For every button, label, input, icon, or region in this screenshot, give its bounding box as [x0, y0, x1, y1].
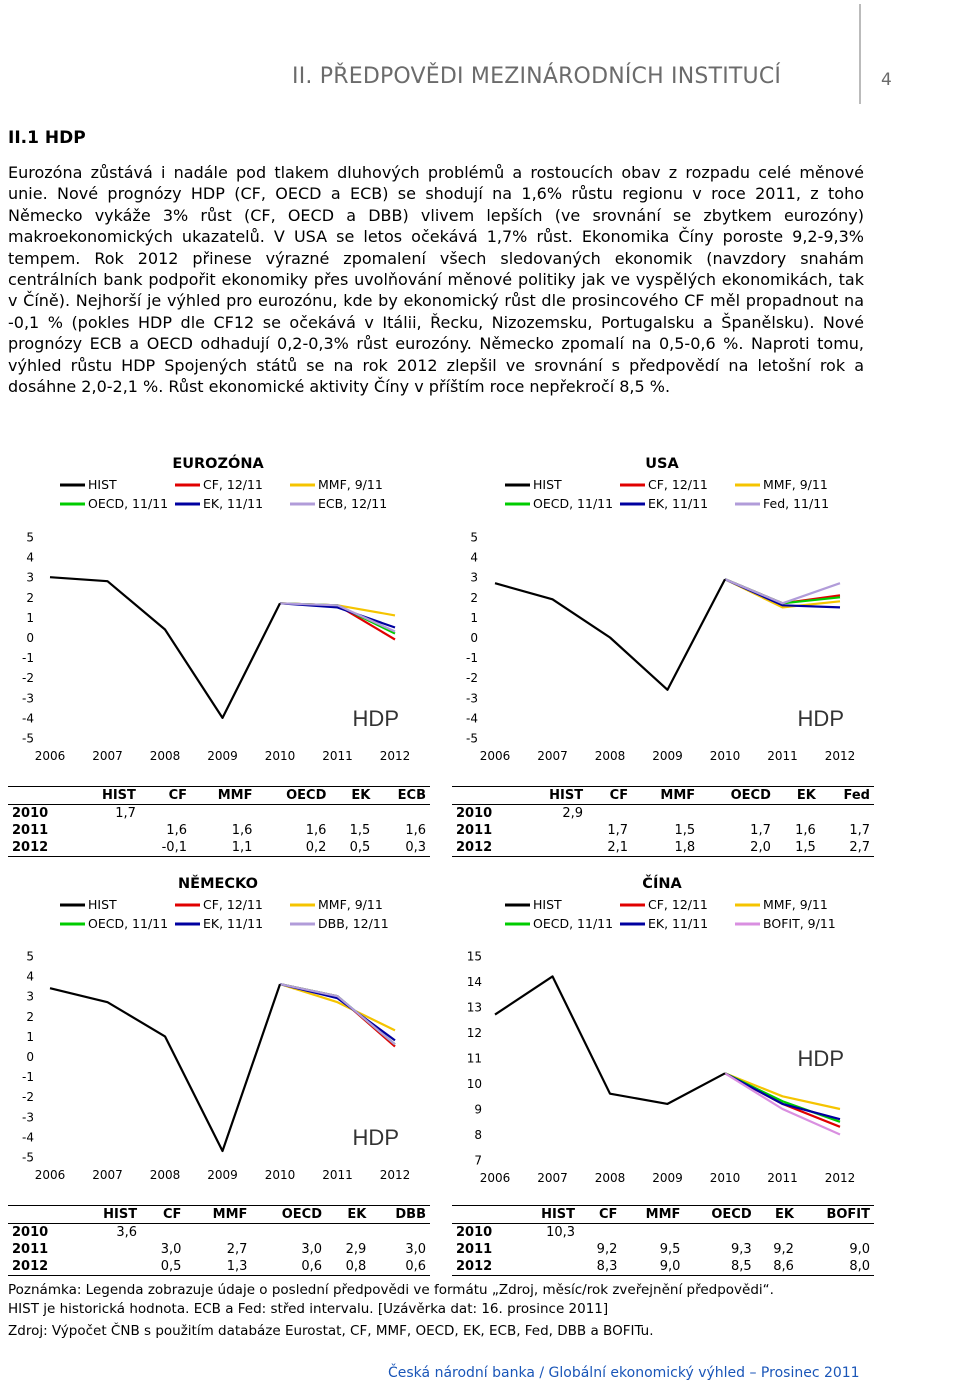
column-header: HIST — [76, 1206, 141, 1224]
series-line — [495, 579, 725, 690]
table-header-row — [8, 787, 430, 805]
y-tick-label: -4 — [466, 711, 478, 726]
y-tick-label: 14 — [466, 975, 482, 989]
table-header-row — [452, 1206, 874, 1224]
legend-label: EK, 11/11 — [648, 916, 709, 931]
table-cell: 0,3 — [374, 839, 430, 857]
column-header: EK — [330, 787, 374, 805]
table-cell — [326, 1224, 370, 1242]
series-line — [280, 984, 395, 1046]
x-tick-label: 2006 — [34, 1168, 66, 1182]
column-header: HIST — [76, 787, 140, 805]
chart-title: ČÍNA — [642, 876, 682, 892]
table-cell: 0,6 — [251, 1258, 326, 1276]
table-eurozone — [8, 786, 430, 857]
legend-label: DBB, 12/11 — [318, 916, 389, 931]
table-cell: 9,0 — [621, 1258, 684, 1276]
column-header: CF — [140, 787, 191, 805]
table-cell — [191, 805, 256, 823]
column-header: HIST — [517, 1206, 579, 1224]
legend-label: OECD, 11/11 — [533, 916, 614, 931]
x-tick-label: 2007 — [92, 749, 123, 763]
row-label: 2012 — [8, 839, 76, 857]
y-tick-label: 3 — [470, 570, 478, 585]
column-header: MMF — [185, 1206, 251, 1224]
table-cell: 3,6 — [116, 1225, 138, 1240]
y-tick-label: 2 — [26, 590, 34, 605]
table-cell: 3,0 — [301, 1242, 322, 1257]
y-tick-label: 4 — [26, 969, 34, 984]
table-row — [8, 1241, 430, 1258]
series-line — [280, 984, 395, 1044]
legend-label: OECD, 11/11 — [533, 496, 614, 511]
table-cell: 8,3 — [579, 1258, 621, 1276]
legend-label: HIST — [88, 897, 117, 912]
table-cell — [76, 1258, 141, 1276]
y-tick-label: -1 — [22, 651, 34, 666]
row-label: 2011 — [456, 823, 493, 838]
table-row — [452, 839, 874, 857]
table-cell: 2,7 — [820, 839, 874, 857]
series-line — [725, 579, 840, 603]
legend-label: CF, 12/11 — [203, 477, 263, 492]
table-cell — [798, 1224, 874, 1242]
y-tick-label: -4 — [22, 1130, 34, 1145]
table-cell: 1,1 — [191, 839, 256, 857]
table-cell: 2,1 — [587, 839, 632, 857]
table-header-row — [452, 787, 874, 805]
series-line — [50, 984, 280, 1151]
y-tick-label: 7 — [474, 1153, 482, 1168]
note-line-1: Poznámka: Legenda zobrazuje údaje o poslední předpovědi ve formátu „Zdroj, měsíc/rok zveřejnění předpovědi“. — [8, 1282, 774, 1298]
table-cell — [330, 805, 374, 823]
table-cell — [632, 805, 699, 823]
column-header: OECD — [684, 1206, 755, 1224]
row-label: 2012 — [8, 1258, 76, 1276]
page-footer: Česká národní banka / Globální ekonomický výhled – Prosinec 2011 — [388, 1365, 860, 1381]
column-header: MMF — [632, 787, 699, 805]
table-cell — [185, 1224, 251, 1242]
x-tick-label: 2011 — [322, 1168, 353, 1182]
x-tick-label: 2007 — [537, 749, 568, 763]
legend-label: OECD, 11/11 — [88, 916, 169, 931]
row-label: 2012 — [452, 839, 521, 857]
legend-label: HIST — [88, 477, 117, 492]
table-row — [8, 1224, 430, 1242]
column-header: MMF — [621, 1206, 684, 1224]
legend-label: BOFIT, 9/11 — [763, 916, 836, 931]
y-tick-label: 0 — [26, 631, 34, 645]
legend-label: CF, 12/11 — [648, 477, 708, 492]
table-header-row — [8, 1206, 430, 1224]
table-cell — [140, 805, 191, 823]
table-china — [452, 1205, 874, 1276]
column-header: ECB — [374, 787, 430, 805]
table-cell: 1,6 — [166, 823, 187, 838]
column-header: CF — [579, 1206, 621, 1224]
column-header: MMF — [191, 787, 256, 805]
row-label: 2011 — [12, 1242, 49, 1257]
x-tick-label: 2009 — [207, 749, 238, 763]
y-tick-label: 5 — [470, 530, 478, 545]
x-tick-label: 2009 — [652, 749, 683, 763]
table-cell: 1,6 — [795, 823, 816, 838]
x-tick-label: 2011 — [767, 749, 798, 763]
y-tick-label: 4 — [470, 550, 478, 565]
section-title: II.1 HDP — [8, 128, 86, 148]
column-header: OECD — [699, 787, 775, 805]
column-header — [452, 1206, 517, 1224]
x-tick-label: 2010 — [264, 1168, 296, 1182]
table-cell: 3,0 — [405, 1242, 426, 1257]
series-line — [495, 976, 725, 1104]
table-cell — [374, 805, 430, 823]
legend-label: EK, 11/11 — [648, 496, 709, 511]
legend-label: MMF, 9/11 — [763, 897, 828, 912]
x-tick-label: 2006 — [34, 749, 66, 763]
table-cell: 10,3 — [546, 1225, 576, 1240]
column-header: Fed — [820, 787, 874, 805]
y-tick-label: -2 — [22, 1090, 34, 1105]
y-tick-label: -3 — [22, 691, 34, 706]
x-tick-label: 2012 — [824, 1171, 856, 1185]
column-header: CF — [587, 787, 632, 805]
table-row — [8, 822, 430, 839]
y-tick-label: -3 — [466, 691, 478, 706]
table-row — [452, 805, 874, 823]
x-tick-label: 2010 — [709, 1171, 741, 1185]
table-cell — [76, 839, 140, 857]
table-row — [8, 805, 430, 823]
table-cell: 9,2 — [596, 1242, 618, 1257]
table-cell: 2,9 — [345, 1242, 367, 1257]
table-cell: -0,1 — [140, 839, 191, 857]
legend-label: ECB, 12/11 — [318, 496, 388, 511]
table-row — [452, 1241, 874, 1258]
x-tick-label: 2011 — [322, 749, 353, 763]
y-tick-label: 5 — [26, 530, 34, 545]
y-tick-label: 4 — [26, 550, 34, 565]
y-tick-label: -4 — [22, 711, 34, 726]
table-row — [452, 1224, 874, 1242]
y-tick-label: -5 — [22, 731, 34, 746]
legend-label: EK, 11/11 — [203, 916, 264, 931]
y-tick-label: -3 — [22, 1110, 34, 1125]
table-cell — [517, 1258, 579, 1276]
table-row — [8, 1258, 430, 1276]
table-cell — [579, 1224, 621, 1242]
table-usa — [452, 786, 874, 857]
table-cell — [684, 1224, 755, 1242]
row-label: 2012 — [452, 1258, 517, 1276]
column-header: EK — [326, 1206, 370, 1224]
x-tick-label: 2012 — [379, 749, 411, 763]
legend-label: OECD, 11/11 — [88, 496, 169, 511]
table-cell — [141, 1224, 185, 1242]
column-header: OECD — [251, 1206, 326, 1224]
y-tick-label: 2 — [26, 1009, 34, 1024]
y-tick-label: 3 — [26, 570, 34, 585]
table-cell: 1,6 — [231, 823, 253, 838]
y-tick-label: -1 — [22, 1070, 34, 1085]
legend-label: HIST — [533, 897, 562, 912]
table-cell: 9,2 — [773, 1242, 794, 1257]
x-tick-label: 2008 — [149, 749, 181, 763]
table-cell — [587, 805, 632, 823]
table-row — [452, 822, 874, 839]
y-tick-label: -2 — [22, 671, 34, 686]
table-cell — [76, 1241, 141, 1258]
table-cell — [521, 822, 587, 839]
table-cell — [521, 839, 587, 857]
table-cell: 1,7 — [115, 806, 136, 821]
table-cell — [820, 805, 874, 823]
legend-label: Fed, 11/11 — [763, 496, 830, 511]
y-tick-label: 5 — [26, 949, 34, 964]
y-tick-label: -5 — [22, 1150, 34, 1165]
y-tick-label: 15 — [466, 949, 482, 964]
column-header: EK — [756, 1206, 798, 1224]
chart-title: EUROZÓNA — [172, 456, 264, 472]
table-cell: 1,5 — [775, 839, 820, 857]
x-tick-label: 2012 — [824, 749, 856, 763]
x-tick-label: 2006 — [479, 1171, 511, 1185]
row-label: 2010 — [12, 1225, 49, 1240]
chart-title: USA — [645, 456, 679, 472]
page-number: 4 — [881, 70, 892, 90]
y-tick-label: 3 — [26, 989, 34, 1004]
table-cell: 1,5 — [349, 823, 371, 838]
legend-label: HIST — [533, 477, 562, 492]
table-row — [8, 839, 430, 857]
column-header — [452, 787, 521, 805]
x-tick-label: 2011 — [767, 1171, 798, 1185]
chapter-title: II. PŘEDPOVĚDI MEZINÁRODNÍCH INSTITUCÍ — [292, 64, 782, 89]
x-tick-label: 2010 — [264, 749, 296, 763]
table-cell — [256, 805, 330, 823]
series-line — [50, 577, 280, 718]
row-label: 2010 — [456, 1225, 493, 1240]
table-cell: 2,9 — [562, 806, 584, 821]
legend-label: EK, 11/11 — [203, 496, 264, 511]
table-cell — [517, 1241, 579, 1258]
body-paragraph: Eurozóna zůstává i nadále pod tlakem dluhových problémů a rostoucích obav z rozpadu celé měnové unie. Nové prognózy HDP (CF, OECD a ECB) se shodují na 1,6% růstu regionu v roce 2011, z toho Německo vykáže 3% růst (CF, OECD a DBB) vlivem lepších (ve srovnání se zbytkem eurozóny) makroekonomických ukazatelů. V USA se letos očekává 1,7% růst. Ekonomika Číny poroste 9,2-9,3% tempem. Rok 2012 přinese výrazné zpomalení všech sledovaných ekonomik (navzdory snahám centrálních bank podpořit ekonomiky přes uvolňování měnové politiky jak ve vyspělých ekonomikách, tak v Číně). Nejhorší je výhled pro eurozónu, kde by ekonomický růst dle prosincového CF měl propadnout na -0,1 % (pokles HDP dle CF12 se očekává v Itálii, Řecku, Nizozemsku, Portugalsku a Španělsku). Nové prognózy ECB a OECD odhadují 0,2-0,3% růst eurozóny. Německo zpomalí na 0,5-0,6 %. Naproti tomu, výhled růstu HDP Spojených států se na rok 2012 zlepšil ve srovnání s předpovědí na letošní rok a dosáhne 2,0-2,1 %. Růst ekonomické aktivity Číny v příštím roce nepřekročí 8,5 %. — [8, 163, 864, 397]
column-header: DBB — [370, 1206, 430, 1224]
row-label: 2011 — [12, 823, 49, 838]
y-tick-label: 0 — [26, 1050, 34, 1064]
x-tick-label: 2012 — [379, 1168, 411, 1182]
table-cell: 1,3 — [185, 1258, 251, 1276]
table-cell: 1,7 — [607, 823, 629, 838]
table-cell: 9,0 — [849, 1242, 870, 1257]
table-cell: 0,8 — [326, 1258, 370, 1276]
legend-label: MMF, 9/11 — [318, 477, 383, 492]
chart-annotation: HDP — [352, 705, 399, 731]
note-line-2: HIST je historická hodnota. ECB a Fed: střed intervalu. [Uzávěrka dat: 16. prosince 2011] — [8, 1301, 609, 1317]
table-germany — [8, 1205, 430, 1276]
column-header: CF — [141, 1206, 185, 1224]
x-tick-label: 2009 — [207, 1168, 238, 1182]
column-header: BOFIT — [798, 1206, 874, 1224]
legend-label: MMF, 9/11 — [318, 897, 383, 912]
legend-label: CF, 12/11 — [648, 897, 708, 912]
table-cell: 1,6 — [305, 823, 327, 838]
table-cell: 9,3 — [730, 1242, 752, 1257]
y-tick-label: 1 — [470, 610, 478, 625]
series-line — [280, 984, 395, 1044]
y-tick-label: 1 — [26, 1029, 34, 1044]
table-cell — [699, 805, 775, 823]
table-cell: 0,6 — [370, 1258, 430, 1276]
chart-title: NĚMECKO — [178, 876, 258, 892]
table-cell: 9,5 — [659, 1242, 681, 1257]
table-cell — [775, 805, 820, 823]
table-cell: 2,0 — [699, 839, 775, 857]
y-tick-label: 1 — [26, 610, 34, 625]
column-header: HIST — [521, 787, 587, 805]
chart-annotation: HDP — [797, 1046, 844, 1071]
y-tick-label: 0 — [470, 631, 478, 645]
column-header — [8, 787, 76, 805]
chart-annotation: HDP — [352, 1124, 399, 1150]
column-header — [8, 1206, 76, 1224]
x-tick-label: 2007 — [92, 1168, 123, 1182]
table-cell: 1,8 — [632, 839, 699, 857]
y-tick-label: 2 — [470, 590, 478, 605]
x-tick-label: 2006 — [479, 749, 511, 763]
table-cell: 1,6 — [405, 823, 426, 838]
y-tick-label: -2 — [466, 671, 478, 686]
y-tick-label: 11 — [466, 1051, 482, 1066]
y-tick-label: -5 — [466, 731, 478, 746]
table-cell: 0,2 — [256, 839, 330, 857]
x-tick-label: 2008 — [594, 749, 626, 763]
table-cell — [756, 1224, 798, 1242]
x-tick-label: 2008 — [149, 1168, 181, 1182]
legend-label: MMF, 9/11 — [763, 477, 828, 492]
series-line — [280, 984, 395, 1030]
table-cell: 1,7 — [849, 823, 870, 838]
legend-label: CF, 12/11 — [203, 897, 263, 912]
y-tick-label: 8 — [474, 1128, 482, 1142]
source-line: Zdroj: Výpočet ČNB s použitím databáze Eurostat, CF, MMF, OECD, EK, ECB, Fed, DBB a BOFITu. — [8, 1323, 654, 1339]
y-tick-label: 10 — [466, 1077, 482, 1091]
table-cell: 8,6 — [756, 1258, 798, 1276]
row-label: 2011 — [456, 1242, 493, 1257]
table-cell: 8,0 — [798, 1258, 874, 1276]
x-tick-label: 2007 — [537, 1171, 568, 1185]
column-header: OECD — [256, 787, 330, 805]
table-cell: 3,0 — [160, 1242, 182, 1257]
table-cell — [621, 1224, 684, 1242]
row-label: 2010 — [12, 806, 49, 821]
y-tick-label: -1 — [466, 651, 478, 666]
column-header: EK — [775, 787, 820, 805]
table-cell: 1,5 — [674, 823, 696, 838]
table-cell — [370, 1224, 430, 1242]
table-cell: 8,5 — [684, 1258, 755, 1276]
y-tick-label: 12 — [466, 1026, 482, 1040]
table-cell — [251, 1224, 326, 1242]
table-cell: 2,7 — [226, 1242, 248, 1257]
x-tick-label: 2010 — [709, 749, 741, 763]
y-tick-label: 13 — [466, 1000, 482, 1015]
y-tick-label: 9 — [474, 1102, 482, 1117]
table-cell: 0,5 — [141, 1258, 185, 1276]
x-tick-label: 2008 — [594, 1171, 626, 1185]
chart-annotation: HDP — [797, 705, 844, 731]
table-row — [452, 1258, 874, 1276]
table-cell: 0,5 — [330, 839, 374, 857]
row-label: 2010 — [456, 806, 493, 821]
x-tick-label: 2009 — [652, 1171, 683, 1185]
table-cell: 1,7 — [750, 823, 771, 838]
table-cell — [76, 822, 140, 839]
